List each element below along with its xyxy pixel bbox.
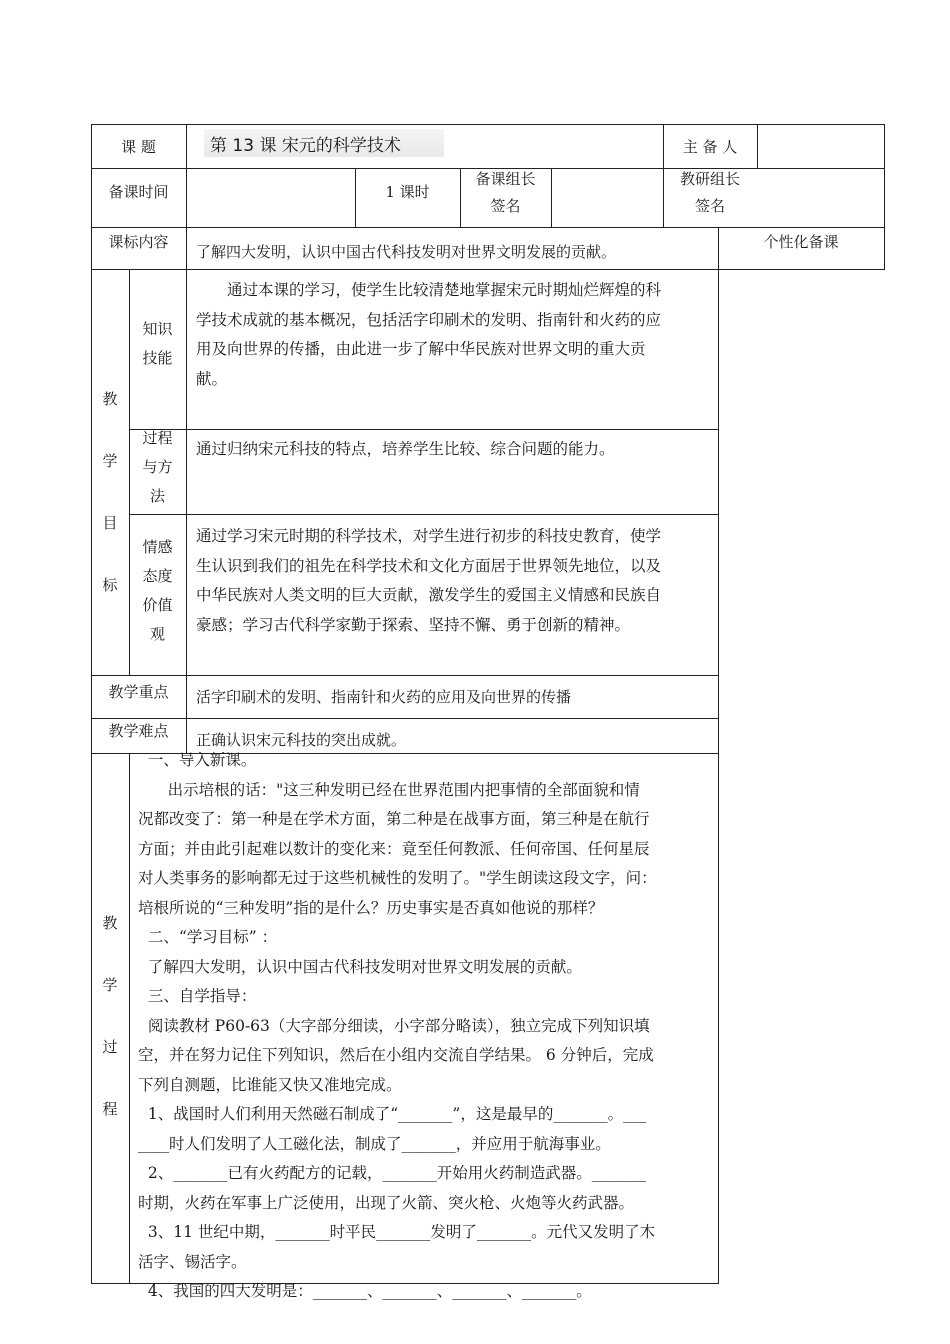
class-hours: 1 课时 xyxy=(385,183,430,201)
key-point-label: 教学重点 xyxy=(108,683,169,701)
group-leader-sign-label: 备课组长 xyxy=(475,170,536,188)
key-point-content: 活字印刷术的发明、指南针和火药的应用及向世界的传播 xyxy=(196,688,572,706)
process-method-label: 法 xyxy=(149,487,165,505)
emotion-label: 态度 xyxy=(142,567,173,585)
subject-label: 课 题 xyxy=(121,138,156,156)
emotion-content: 通过学习宋元时期的科学技术，对学生进行初步的科技史教育，使学 生认识到我们的祖先在科学技术和文化方面居于世界领先地位，以及 中华民族对人类文明的巨大贡献，激发学生的爱国主义情感和民族自 豪感；学习古代科学家勤于探索、坚持不懈、勇于创新的精神。 xyxy=(196,527,662,634)
emotion-label: 观 xyxy=(149,625,165,643)
standard-label: 课标内容 xyxy=(108,233,169,251)
lesson-title: 第 13 课 宋元的科学技术 xyxy=(210,136,401,156)
objectives-side-char: 教 xyxy=(102,390,118,408)
objectives-side-char: 学 xyxy=(102,452,118,470)
process-side-char: 教 xyxy=(102,914,118,932)
knowledge-label: 技能 xyxy=(142,349,173,367)
process-method-label: 与方 xyxy=(142,458,173,476)
difficulty-label: 教学难点 xyxy=(108,722,169,740)
process-method-content: 通过归纳宋元科技的特点，培养学生比较、综合问题的能力。 xyxy=(196,440,615,458)
process-side-label xyxy=(100,912,120,1160)
objectives-side-char: 目 xyxy=(102,514,118,532)
process-method-label: 过程 xyxy=(142,429,173,447)
process-side-char: 学 xyxy=(102,976,118,994)
knowledge-label: 知识 xyxy=(142,320,173,338)
research-leader-sign-label: 教研组长 xyxy=(679,170,740,188)
objectives-side-char: 标 xyxy=(102,576,118,594)
emotion-label: 价值 xyxy=(142,596,173,614)
process-side-char: 过 xyxy=(102,1038,118,1056)
objectives-side-label xyxy=(100,388,120,636)
main-preparer-label: 主 备 人 xyxy=(682,138,738,156)
difficulty-content: 正确认识宋元科技的突出成就。 xyxy=(196,731,407,749)
research-leader-sign-label-2: 签名 xyxy=(694,197,725,215)
standard-content: 了解四大发明，认识中国古代科技发明对世界文明发展的贡献。 xyxy=(196,243,617,261)
process-side-char: 程 xyxy=(102,1100,118,1118)
process-content: 一、导入新课。 出示培根的话："这三种发明已经在世界范围内把事情的全部面貌和情 况都改变了：第一种是在学术方面，第二种是在战事方面，第三种是在航行 方面；并由此引起难以数计的变化来：竟至任何教派、任何帝国、任何星辰 对人类事务的影响都无过于这些机械性的发明了。"学生朗读这段文字，问： 培根所说的“三种发明”指的是什么？历史事实是否真如他说的那样？ 二、“学习目标” ： 了解四大发明，认识中国古代科技发明对世界文明发展的贡献。 三、自学指导： 阅读教材 P60-63（大字部分细读，小字部分略读），独立完成下列知识填 空，并在努力记住下列知识，然后在小组内交流自学结果。 6 分钟后，完成 下列自测题，比谁能又快又准地完成。 1、战国时人们利用天然磁石制成了“_______”，这是最早的_______。___ ____时人们发明了人工磁化法，制成了_______，并应用于航海事业。 2、_______已有火药配方的记载，_______开始用火药制造武器。_______ 时期，火药在军事上广泛使用，出现了火箭、突火枪、火炮等火药武器。 3、11 世纪中期，_______时平民_______发明了_______。元代又发明了木 活字、锡活字。 4、我国的四大发明是：_______、_______、_______、_______。 xyxy=(138,751,657,1300)
group-leader-sign-label-2: 签名 xyxy=(490,197,521,215)
prep-time-label: 备课时间 xyxy=(108,183,169,201)
personal-prep-label: 个性化备课 xyxy=(763,233,839,251)
knowledge-content: 通过本课的学习，使学生比较清楚地掌握宋元时期灿烂辉煌的科 学技术成就的基本概况，包括活字印刷术的发明、指南针和火药的应 用及向世界的传播，由此进一步了解中华民族对世界文明的重大贡 献。 xyxy=(196,281,662,388)
emotion-label: 情感 xyxy=(142,538,173,556)
